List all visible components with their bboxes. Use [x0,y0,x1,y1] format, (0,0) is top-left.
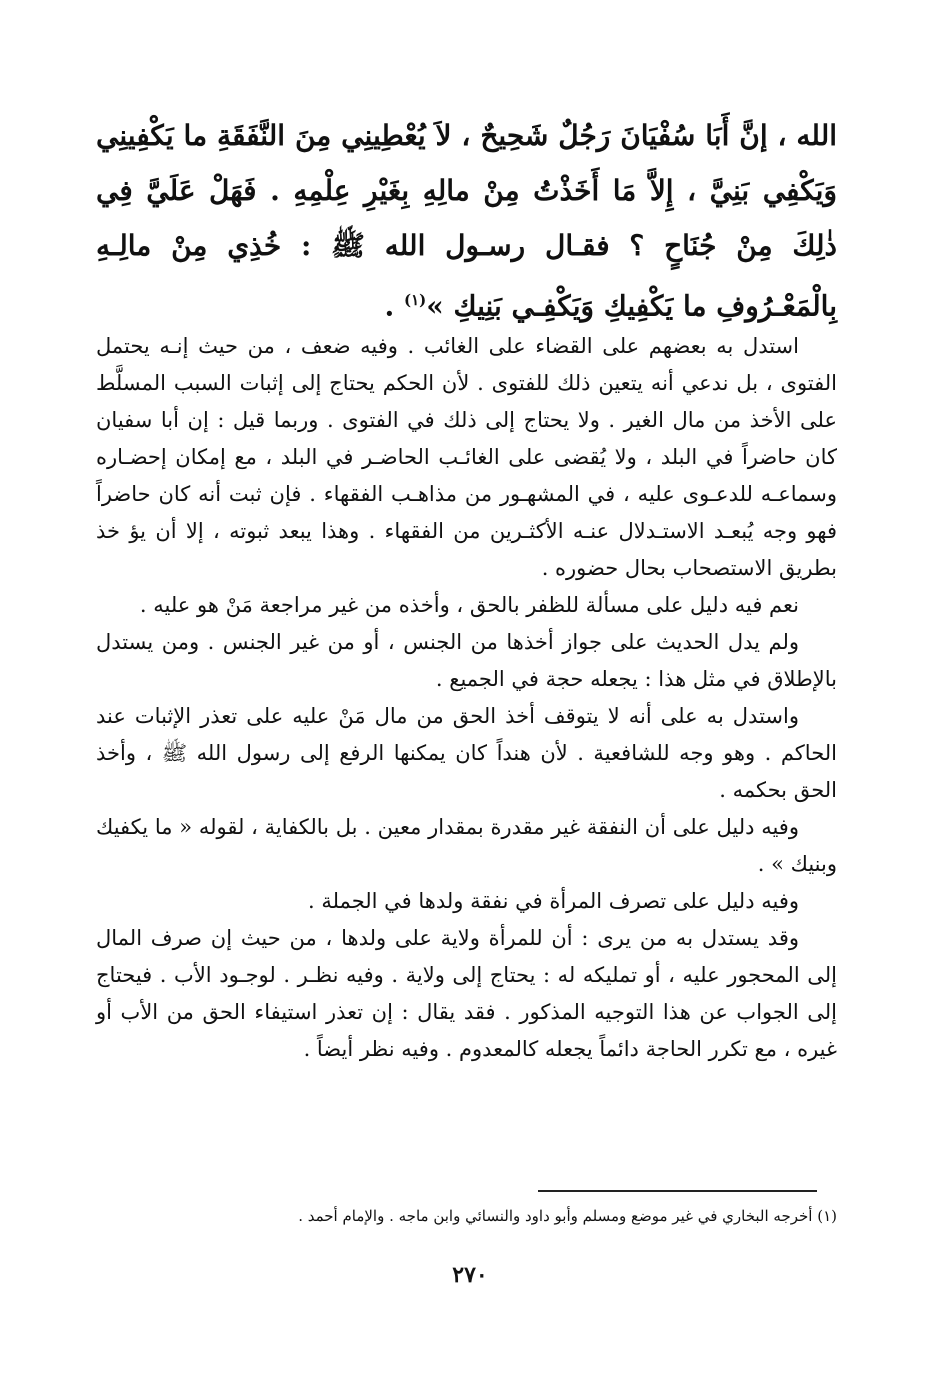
commentary [96,328,837,1068]
paragraph: وقد يستدل به من يرى : أن للمرأة ولاية على ولدها ، من حيث إن صرف المال إلى المحجور عليه ، أو تمليكه له : يحتاج إلى ولاية . وفيه نظـر . لوجـود الأب . فيحتاج إلى الجواب عن هذا التوجيه المذكور . فقد يقال : إن تعذر استيفاء الحق من الأب أو غيره ، مع تكرر الحاجة دائماً يجعله كالمعدوم . وفيه نظر أيضاً . [96,926,837,1061]
footnote-divider [538,1190,817,1192]
footnote-marker: (١) [403,291,427,309]
footnote: (١) أخرجه البخاري في غير موضع ومسلم وأبو داود والنسائي وابن ماجه . والإمام أحمد . [298,1207,837,1225]
paragraph: نعم فيه دليل على مسألة للظفر بالحق ، وأخذه من غير مراجعة مَنْ هو عليه . [139,593,799,617]
hadith-end: . [384,289,404,323]
paragraph: واستدل به على أنه لا يتوقف أخذ الحق من مال مَنْ عليه على تعذر الإثبات عند الحاكم . وهو وجه للشافعية . لأن هنداً كان يمكنها الرفع إلى رسول الله ﷺ ، وأخذ الحق بحكمه . [96,704,837,802]
page-number: ٢٧٠ [452,1262,488,1288]
hadith-text [96,108,837,333]
paragraph: استدل به بعضهم على القضاء على الغائب . وفيه ضعف ، من حيث إنـه يحتمل الفتوى ، بل ندعي أنه يتعين ذلك للفتوى . لأن الحكم يحتاج إلى إثبات السبب المسلَّط على الأخذ من مال الغير . ولا يحتاج إلى ذلك في الفتوى . وربما قيل : إن أبا سفيان كان حاضراً في البلد ، ولا يُقضى على الغائـب الحاضـر في البلد ، مع إمكان إحضـاره وسماعـه للدعـوى عليه ، في المشهـور من مذاهـب الفقهاء . فإن ثبت أنه كان حاضراً فهو وجه يُبعـد الاستـدلال عنـه الأكثـرين من الفقهاء . وهذا يبعد ثبوته ، إلا أن يؤ خذ بطريق الاستصحاب بحال حضوره . [96,334,837,580]
paragraph: وفيه دليل على أن النفقة غير مقدرة بمقدار معين . بل بالكفاية ، لقوله « ما يكفيك وبنيك » . [96,815,837,876]
paragraph: ولم يدل الحديث على جواز أخذها من الجنس ، أو من غير الجنس . ومن يستدل بالإطلاق في مثل هذا : يجعله حجة في الجميع . [96,630,837,691]
hadith-body: الله ، إنَّ أَبَا سُفْيَانَ رَجُلٌ شَحِيحٌ ، لاَ يُعْطِينِي مِنَ النَّفَقَةِ ما يَكْفِينِي وَيَكْفِي بَنِيَّ ، إِلاَّ مَا أَخَذْتُ مِنْ مالِهِ بِغَيْرِ عِلْمِهِ . فَهَلْ عَلَيَّ فِي ذٰلِكَ مِنْ جُنَاحٍ ؟ فقـال رسـول الله ﷺ : خُذِي مِنْ مالِـهِ بِالْمَعْـرُوفِ ما يَكْفِيكِ وَيَكْفِـي بَنِيكِ » [96,119,837,323]
paragraph: وفيه دليل على تصرف المرأة في نفقة ولدها في الجملة . [308,889,799,913]
